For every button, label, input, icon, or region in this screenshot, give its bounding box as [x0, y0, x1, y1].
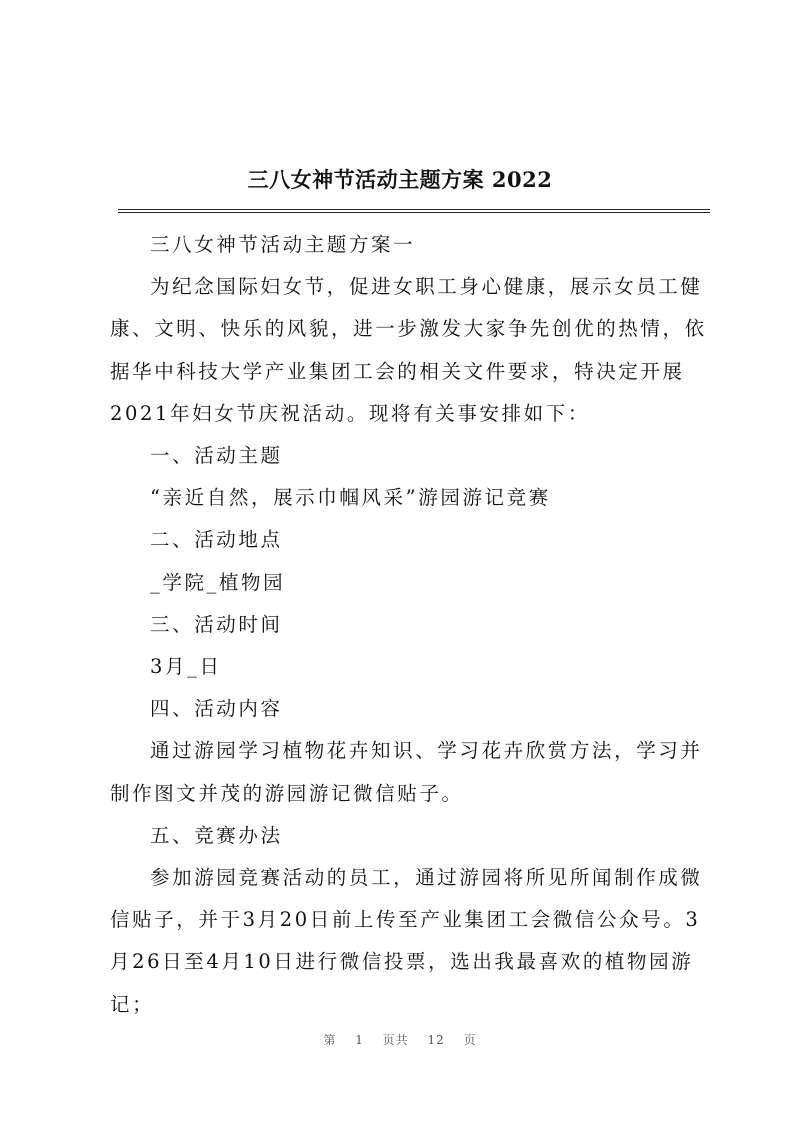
- section-heading-time: 三、活动时间: [150, 612, 283, 636]
- paragraph-subtitle: 三八女神节活动主题方案一: [150, 233, 416, 256]
- document-body: [110, 224, 710, 1026]
- section-heading-theme: 一、活动主题: [150, 444, 283, 468]
- footer-total-pages: 12: [427, 1033, 445, 1047]
- section-heading-content: 四、活动内容: [150, 697, 283, 721]
- footer-page-suffix: 页: [463, 1033, 477, 1047]
- paragraph-location: _学院_植物园: [150, 570, 286, 594]
- footer-page-mid: 页共: [382, 1033, 409, 1047]
- paragraph-intro: 为纪念国际妇女节，促进女职工身心健康，展示女员工健康、文明、快乐的风貌，进一步激发大家争先创优的热情，依据华中科技大学产业集团工会的相关文件要求，特决定开展2021年妇女节庆祝活动。现将有关事安排如下：: [110, 275, 707, 425]
- paragraph-theme: “亲近自然，展示巾帼风采”游园游记竞赛: [150, 486, 551, 510]
- section-heading-rules: 五、竞赛办法: [150, 823, 283, 847]
- page-footer: [0, 1031, 800, 1048]
- footer-page-number: 1: [355, 1033, 364, 1047]
- title-divider: [118, 209, 710, 213]
- section-heading-location: 二、活动地点: [150, 528, 283, 552]
- document-title: 三八女神节活动主题方案 2022: [247, 167, 553, 192]
- paragraph-rules: 参加游园竞赛活动的员工，通过游园将所见所闻制作成微信贴子，并于3月20日前上传至产业集团工会微信公众号。3月26日至4月10日进行微信投票，选出我最喜欢的植物园游记；: [110, 866, 703, 1016]
- footer-page-label: 第: [323, 1033, 337, 1047]
- paragraph-content: 通过游园学习植物花卉知识、学习花卉欣赏方法，学习并制作图文并茂的游园游记微信贴子。: [110, 739, 703, 805]
- paragraph-time: 3月_日: [150, 655, 222, 679]
